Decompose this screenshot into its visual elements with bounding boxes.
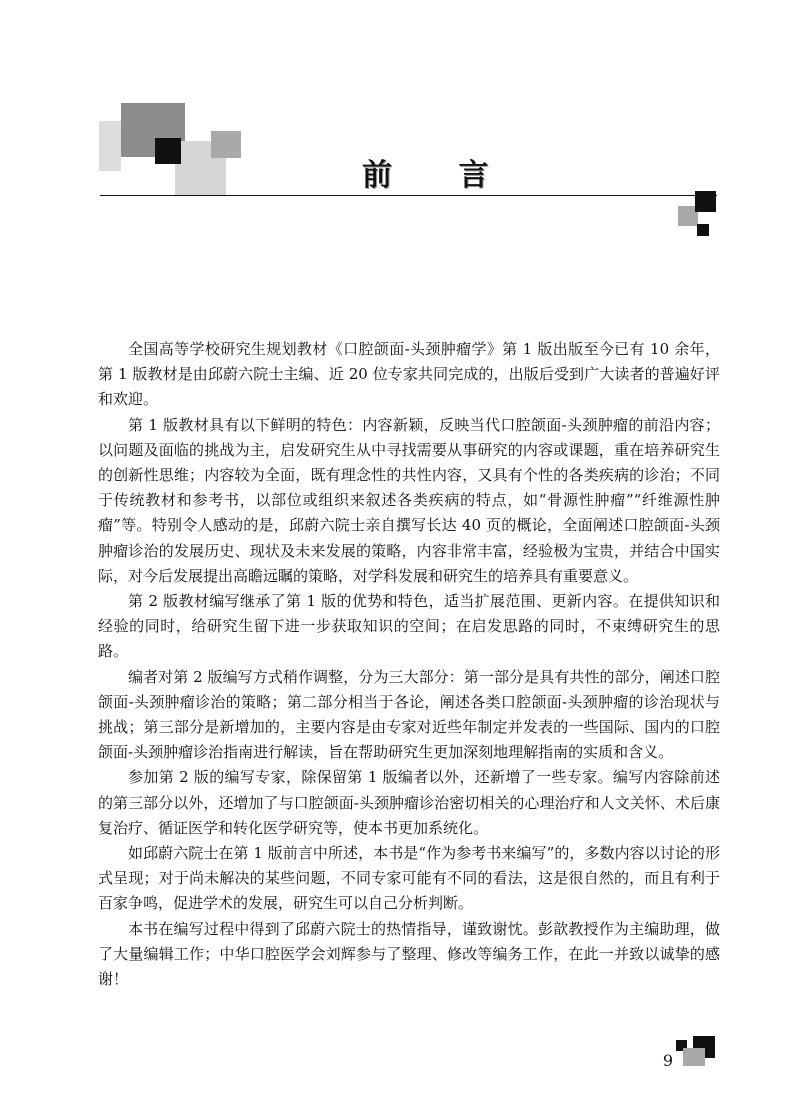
paragraph-4: 编者对第 2 版编写方式稍作调整，分为三大部分：第一部分是具有共性的部分，阐述口腔颌面-头颈肿瘤诊治的策略；第二部分相当于各论，阐述各类口腔颌面-头颈肿瘤的诊治现状与挑战；第三部分是新增加的，主要内容是由专家对近些年制定并发表的一些国际、国内的口腔颌面-头颈肿瘤诊治指南进行解读，旨在帮助研究生更加深刻地理解指南的实质和含义。 <box>98 667 720 762</box>
decor-square-light-left <box>99 121 121 171</box>
paragraph-5: 参加第 2 版的编写专家，除保留第 1 版编者以外，还新增了一些专家。编写内容除前述的第三部分以外，还增加了与口腔颌面-头颈肿瘤诊治密切相关的心理治疗和人文关怀、术后康复治疗、循证医学和转化医学研究等，使本书更加系统化。 <box>98 768 720 837</box>
paragraph-1: 全国高等学校研究生规划教材《口腔颌面-头颈肿瘤学》第 1 版出版至今已有 10 余年，第 1 版教材是由邱蔚六院士主编、近 20 位专家共同完成的，出版后受到广大读者的普遍好评和欢迎。 <box>98 340 720 409</box>
paragraph-2: 第 1 版教材具有以下鲜明的特色：内容新颖，反映当代口腔颌面-头颈肿瘤的前沿内容；以问题及面临的挑战为主，启发研究生从中寻找需要从事研究的内容或课题，重在培养研究生的创新性思维；内容较为全面，既有理念性的共性内容，又具有个性的各类疾病的诊治；不同于传统教材和参考书，以部位或组织来叙述各类疾病的特点，如“骨源性肿瘤”“纤维源性肿瘤”等。特别令人感动的是，邱蔚六院士亲自撰写长达 40 页的概论，全面阐述口腔颌面-头颈肿瘤诊治的发展历史、现状及未来发展的策略，内容非常丰富，经验极为宝贵，并结合中国实际，对今后发展提出高瞻远瞩的策略，对学科发展和研究生的培养具有重要意义。 <box>98 415 720 585</box>
title-rule <box>100 195 717 196</box>
page-number: 9 <box>662 1051 673 1070</box>
footer-decor-gray <box>683 1048 705 1066</box>
decor-right-black-large <box>695 191 716 212</box>
decor-square-black <box>155 138 181 164</box>
page-title: 前 言 <box>362 158 517 193</box>
paragraph-3: 第 2 版教材编写继承了第 1 版的优势和特色，适当扩展范围、更新内容。在提供知识和经验的同时，给研究生留下进一步获取知识的空间；在启发思路的同时，不束缚研究生的思路。 <box>98 592 720 661</box>
decor-square-mid <box>211 131 241 158</box>
paragraph-6: 如邱蔚六院士在第 1 版前言中所述，本书是“作为参考书来编写”的，多数内容以讨论的形式呈现；对于尚未解决的某些问题，不同专家可能有不同的看法，这是很自然的，而且有利于百家争鸣，促进学术的发展，研究生可以自己分析判断。 <box>98 844 720 913</box>
paragraph-7: 本书在编写过程中得到了邱蔚六院士的热情指导，谨致谢忱。彭歆教授作为主编助理，做了大量编辑工作；中华口腔医学会刘辉参与了整理、修改等编务工作，在此一并致以诚挚的感谢！ <box>98 919 720 989</box>
decor-right-black-small <box>697 224 709 236</box>
preface-body <box>98 337 720 992</box>
